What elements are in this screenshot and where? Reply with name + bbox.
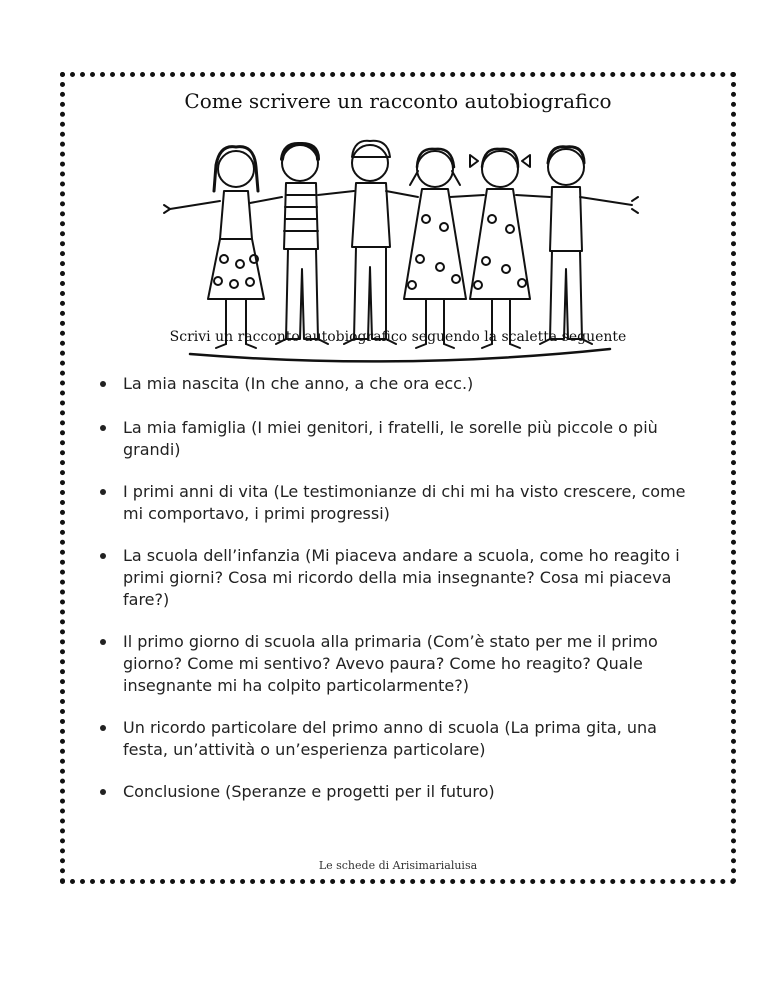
list-item bbox=[95, 545, 695, 611]
bullet-icon bbox=[100, 725, 106, 731]
bullet-icon bbox=[100, 553, 106, 559]
list-item-text: Il primo giorno di scuola alla primaria (Com’è stato per me il primo giorno? Come mi sentivo? Avevo paura? Come ho reagito? Quale insegnante mi ha colpito particolarmente?) bbox=[123, 632, 658, 695]
list-item bbox=[95, 417, 695, 461]
worksheet-frame bbox=[60, 72, 736, 884]
list-item bbox=[95, 781, 695, 803]
list-item bbox=[95, 373, 695, 395]
page-title: Come scrivere un racconto autobiografico bbox=[184, 89, 612, 113]
list-item bbox=[95, 481, 695, 525]
list-item-text: La mia nascita (In che anno, a che ora ecc.) bbox=[123, 374, 474, 393]
bullet-icon bbox=[100, 789, 106, 795]
list-item-text: I primi anni di vita (Le testimonianze di chi mi ha visto crescere, come mi comportavo, i primi progressi) bbox=[123, 482, 686, 523]
bullet-icon bbox=[100, 381, 106, 387]
list-item-text: La scuola dell’infanzia (Mi piaceva andare a scuola, come ho reagito i primi giorni? Cosa mi ricordo della mia insegnante? Cosa mi piaceva fare?) bbox=[123, 546, 680, 609]
bullet-icon bbox=[100, 489, 106, 495]
bullet-icon bbox=[100, 639, 106, 645]
bullet-icon bbox=[100, 425, 106, 431]
list-item-text: Conclusione (Speranze e progetti per il futuro) bbox=[123, 782, 495, 801]
list-item bbox=[95, 631, 695, 697]
footer-credit: Le schede di Arisimarialuisa bbox=[318, 859, 478, 872]
list-item bbox=[95, 717, 695, 761]
list-item-text: Un ricordo particolare del primo anno di scuola (La prima gita, una festa, un’attività o un’esperienza particolare) bbox=[123, 718, 657, 759]
list-item-text: La mia famiglia (I miei genitori, i fratelli, le sorelle più piccole o più grandi) bbox=[123, 418, 658, 459]
instruction-subtitle: Scrivi un racconto autobiografico seguendo la scaletta seguente bbox=[169, 329, 627, 345]
outline-list bbox=[95, 373, 695, 803]
